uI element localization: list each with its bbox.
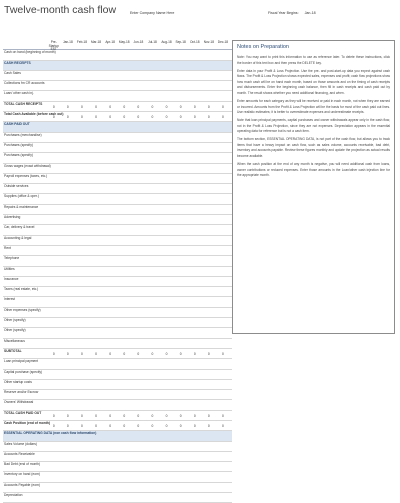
column-header: Jun-18 [133, 40, 144, 44]
table-cell[interactable]: 0 [52, 115, 55, 120]
row-label: SUBTOTAL [4, 348, 22, 353]
table-cell[interactable]: 0 [179, 423, 182, 428]
notes-paragraph: Enter data in your Profit & Loss Projection. Use the pre- and post-start-up data you expect against cash flows. The Profit & Loss Projection shows expected sales, expenses and profit; cash flow projections show how much cash will be on hand each month, based on those amounts and on the timing of cash receipts and disbursements. Enter the beginning cash balance, then fill in cash receipts and cash paid out by month. The result shows whether you need additional financing, and when. [237, 68, 390, 95]
table-row [3, 287, 232, 297]
table-cell[interactable]: 0 [165, 413, 168, 418]
row-label: Owners' Withdrawal [4, 400, 34, 405]
table-row [3, 236, 232, 246]
table-cell[interactable]: 0 [222, 351, 224, 356]
table-cell[interactable]: 0 [193, 104, 196, 109]
table-cell[interactable]: 0 [207, 104, 210, 109]
table-cell[interactable]: 0 [81, 351, 83, 356]
notes-paragraph: The bottom section, ESSENTIAL OPERATING DATA, is not part of the cash flow, but allows you to track items that have a heavy impact on cash flow, such as sales volume, accounts receivable, bad debt, inventory and accounts payable. Review these figures monthly and update the projection as actual results become available. [237, 137, 390, 159]
row-label: Purchases (specify) [4, 153, 33, 158]
column-header: May-18 [118, 40, 130, 44]
column-header: Dec-18 [217, 40, 229, 44]
row-label: Other (specify) [4, 328, 26, 333]
table-row [3, 256, 232, 266]
table-cell[interactable]: 0 [95, 351, 97, 356]
column-header: Mar-18 [90, 40, 102, 44]
table-cell[interactable]: 0 [109, 423, 112, 428]
fiscal-year [268, 11, 316, 15]
table-row [3, 164, 232, 174]
table-cell[interactable]: 0 [81, 413, 83, 418]
column-header: Feb-18 [76, 40, 87, 44]
table-row [3, 215, 232, 225]
table-cell[interactable]: 0 [95, 423, 97, 428]
row-label: Sales Volume (dollars) [4, 441, 37, 446]
table-row [3, 318, 232, 328]
row-label: Loan/ other cash inj. [4, 91, 34, 96]
table-row [3, 493, 232, 503]
table-row [3, 462, 232, 472]
table-row [3, 483, 232, 493]
table-cell[interactable]: 0 [123, 351, 126, 356]
table-cell[interactable]: 0 [193, 423, 196, 428]
table-row [3, 297, 232, 307]
row-label: Accounts Receivable [4, 451, 35, 456]
table-cell[interactable]: 0 [123, 115, 126, 120]
table-cell[interactable]: 0 [109, 104, 112, 109]
table-cell[interactable]: 0 [123, 104, 126, 109]
table-cell[interactable]: 0 [109, 413, 112, 418]
row-label: Cash Position (end of month) [4, 420, 50, 425]
section-header-row [3, 431, 232, 441]
table-cell[interactable]: 0 [165, 351, 168, 356]
notes-paragraph: Enter amounts for each category as they will be received or paid in each month, not when they are earned or incurred. Amounts from the Profit & Loss Projection will be the basis for most of the cash paid out lines. Use realistic estimates; it is better to overestimate expenses and underestimate receipts. [237, 98, 390, 115]
table-cell[interactable]: 0 [66, 351, 69, 356]
table-row [3, 400, 232, 410]
row-label: Interest [4, 297, 15, 302]
table-row [3, 71, 232, 81]
table-cell[interactable]: 0 [193, 413, 196, 418]
company-name[interactable]: Enter Company Name Here [130, 11, 175, 15]
row-label: Inventory on hand (eom) [4, 472, 40, 477]
table-row [3, 277, 232, 287]
row-label: Accounts Payable (eom) [4, 482, 40, 487]
column-header: Aug-18 [161, 40, 172, 44]
table-row [3, 174, 232, 184]
table-cell[interactable]: 0 [52, 423, 55, 428]
table-cell[interactable]: 0 [151, 115, 154, 120]
table-row [3, 81, 232, 91]
table-row [3, 246, 232, 256]
section-header-row [3, 61, 232, 71]
table-cell[interactable]: 0 [179, 104, 182, 109]
row-label: Purchases (merchandise) [4, 132, 42, 137]
row-label: ESSENTIAL OPERATING DATA (non cash flow information) [4, 431, 97, 436]
row-label: Cash Sales [4, 70, 21, 75]
table-cell[interactable]: 0 [222, 413, 224, 418]
row-label: Other (specify) [4, 318, 26, 323]
table-row [3, 91, 232, 101]
table-row [3, 205, 232, 215]
table-row [3, 472, 232, 482]
notes-paragraph: When the cash position at the end of any month is negative, you will need additional cash from loans, owner contributions or reduced expenses. Enter those amounts in the Loan/other cash injection line for the appropriate month. [237, 162, 390, 178]
row-label: Gross wages (exact withdrawal) [4, 163, 51, 168]
table-row [3, 339, 232, 349]
table-cell[interactable]: 0 [179, 115, 182, 120]
table-cell[interactable]: 0 [137, 104, 140, 109]
row-label: Utilities [4, 266, 15, 271]
notes-body [237, 55, 390, 181]
table-cell[interactable]: 0 [137, 351, 140, 356]
table-cell[interactable]: 0 [193, 351, 196, 356]
table-cell[interactable]: 0 [151, 351, 154, 356]
column-header: Apr-18 [105, 40, 115, 44]
row-label: Rent [4, 245, 11, 250]
table-cell[interactable]: 0 [109, 351, 112, 356]
table-row [3, 390, 232, 400]
table-row [3, 452, 232, 462]
table-cell[interactable]: 0 [95, 104, 97, 109]
column-header: Jul-18 [148, 40, 157, 44]
row-label: Miscellaneous [4, 338, 25, 343]
table-row [3, 153, 232, 163]
table-cell[interactable]: 0 [222, 423, 224, 428]
table-row [3, 50, 232, 60]
table-row [3, 194, 232, 204]
table-cell[interactable]: 0 [66, 413, 69, 418]
table-cell[interactable]: 0 [151, 423, 154, 428]
row-label: Payroll expenses (taxes, etc.) [4, 173, 48, 178]
section-header-row [3, 122, 232, 132]
table-row [3, 349, 232, 359]
column-header: Jan-18 [62, 40, 73, 44]
row-label: Advertising [4, 215, 21, 220]
row-label: Loan principal payment [4, 359, 39, 364]
table-row [3, 380, 232, 390]
table-row [3, 102, 232, 112]
cash-flow-table [3, 40, 232, 503]
table-cell[interactable]: 0 [151, 104, 154, 109]
row-label: Cash on hand (beginning of month) [4, 50, 56, 55]
table-cell[interactable]: 0 [207, 423, 210, 428]
table-cell[interactable]: 0 [95, 115, 97, 120]
fiscal-year-label: Fiscal Year Begins: [268, 11, 299, 15]
table-row [3, 267, 232, 277]
table-cell[interactable]: 0 [222, 104, 224, 109]
table-cell[interactable]: 0 [123, 413, 126, 418]
table-cell[interactable]: 0 [81, 423, 83, 428]
row-label: Total Cash Available (before cash out) [4, 112, 64, 117]
table-cell[interactable]: 0 [52, 104, 55, 109]
table-cell[interactable]: 0 [137, 115, 140, 120]
fiscal-year-value[interactable]: Jan-18 [304, 11, 316, 15]
row-label: Collections fm CR accounts [4, 81, 45, 86]
row-label: Accounting & legal [4, 235, 32, 240]
row-label: Other expenses (specify) [4, 307, 41, 312]
table-row [3, 308, 232, 318]
row-label: CASH PAID OUT [4, 122, 30, 127]
row-label: Capital purchase (specify) [4, 369, 43, 374]
table-row [3, 143, 232, 153]
column-header: Nov-18 [203, 40, 214, 44]
row-label: Reserve and/or Escrow [4, 390, 39, 395]
row-label: Insurance [4, 276, 19, 281]
table-cell[interactable]: 0 [81, 104, 83, 109]
row-label: Taxes (real estate, etc.) [4, 287, 39, 292]
row-label: Car, delivery & travel [4, 225, 35, 230]
row-label: TOTAL CASH RECEIPTS [4, 101, 43, 106]
table-cell[interactable]: 0 [137, 413, 140, 418]
table-cell[interactable]: 0 [165, 423, 168, 428]
row-label: Supplies (office & oper.) [4, 194, 39, 199]
table-cell[interactable]: 0 [193, 115, 196, 120]
table-row [3, 370, 232, 380]
table-cell[interactable]: 0 [109, 115, 112, 120]
table-header-row [3, 40, 232, 50]
table-row [3, 328, 232, 338]
column-header: Pre-Startup EST [48, 40, 59, 51]
table-cell[interactable]: 0 [66, 115, 69, 120]
table-cell[interactable]: 0 [179, 413, 182, 418]
notes-panel [232, 40, 395, 334]
column-header: Oct-18 [189, 40, 200, 44]
table-cell[interactable]: 0 [179, 351, 182, 356]
column-header: Sep-18 [175, 40, 186, 44]
table-cell[interactable]: 0 [207, 115, 210, 120]
table-row [3, 112, 232, 122]
table-row [3, 442, 232, 452]
table-cell[interactable]: 0 [52, 413, 55, 418]
table-cell[interactable]: 0 [207, 351, 210, 356]
table-cell[interactable]: 0 [81, 115, 83, 120]
table-row [3, 225, 232, 235]
table-cell[interactable]: 0 [165, 104, 168, 109]
table-row [3, 421, 232, 431]
row-label: Repairs & maintenance [4, 204, 39, 209]
table-row [3, 184, 232, 194]
row-label: Purchases (specify) [4, 142, 33, 147]
row-label: Outside services [4, 184, 29, 189]
page-title: Twelve-month cash flow [4, 4, 117, 16]
table-cell[interactable]: 0 [66, 104, 69, 109]
row-label: TOTAL CASH PAID OUT [4, 410, 42, 415]
table-cell[interactable]: 0 [52, 351, 55, 356]
table-row [3, 359, 232, 369]
row-label: CASH RECEIPTS [4, 60, 31, 65]
row-label: Bad Debt (end of month) [4, 462, 41, 467]
row-label: Other startup costs [4, 379, 32, 384]
row-label: Depreciation [4, 493, 23, 498]
notes-title: Notes on Preparation [237, 44, 289, 50]
table-row [3, 411, 232, 421]
table-cell[interactable]: 0 [95, 413, 97, 418]
notes-paragraph: Note that loan principal payments, capital purchases and owner withdrawals appear only in the cash flow, not in the Profit & Loss Projection, since they are not expenses. Depreciation appears in the essential operating data for reference but is not a cash item. [237, 118, 390, 134]
table-cell[interactable]: 0 [222, 115, 224, 120]
table-cell[interactable]: 0 [151, 413, 154, 418]
table-row [3, 133, 232, 143]
table-cell[interactable]: 0 [207, 413, 210, 418]
table-cell[interactable]: 0 [137, 423, 140, 428]
row-label: Telephone [4, 256, 20, 261]
table-cell[interactable]: 0 [123, 423, 126, 428]
table-cell[interactable]: 0 [66, 423, 69, 428]
notes-paragraph: Note: You may want to print this information to use as reference later. To delete these instructions, click the border of this text box and then press the DELETE key. [237, 55, 390, 65]
table-cell[interactable]: 0 [165, 115, 168, 120]
